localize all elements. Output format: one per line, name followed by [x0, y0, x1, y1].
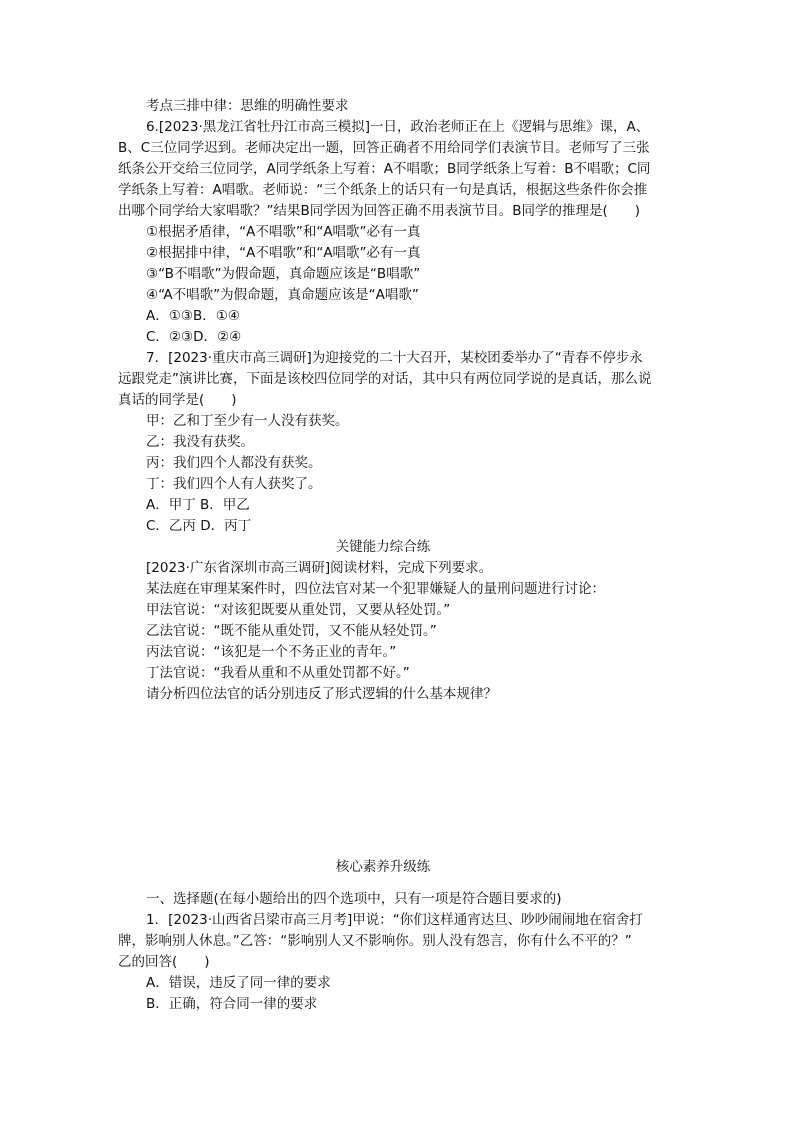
question-1-line: 牌，影响别人休息。”乙答：“影响别人又不影响你。别人没有怨言，你有什么不平的？”: [118, 933, 632, 949]
question-6-line: B、C三位同学迟到。老师决定出一题，回答正确者不用给同学们表演节目。老师写了三张: [118, 140, 650, 156]
material-line: 某法庭在审理某案件时，四位法官对某一个犯罪嫌疑人的量刑问题进行讨论：: [146, 581, 605, 597]
question-1-line: 1．[2023·山西省吕梁市高三月考]甲说：“你们这样通宵达旦、吵吵闹闹地在宿舍打: [146, 912, 643, 928]
question-7-dialogue: 丁：我们四个人有人获奖了。: [146, 476, 322, 492]
answer-space: [146, 705, 676, 857]
question-6-choice-row: C．②③D．②④: [146, 329, 242, 345]
material-line: 丁法官说：“我看从重和不从重处罚都不好。”: [146, 665, 410, 681]
question-6-option: ①根据矛盾律，“A不唱歌”和“A唱歌”必有一真: [146, 224, 421, 240]
question-7-dialogue: 乙：我没有获奖。: [146, 434, 254, 450]
question-6-line: 6.[2023·黑龙江省牡丹江市高三模拟]一日，政治老师正在上《逻辑与思维》课，A、: [146, 119, 650, 135]
question-6-line: 出哪个同学给大家唱歌？”结果B同学因为回答正确不用表演节目。B同学的推理是( ): [118, 203, 641, 219]
question-1-choice: A．错误，违反了同一律的要求: [146, 975, 331, 991]
question-7-choice-row: C．乙丙 D．丙丁: [146, 518, 252, 534]
question-1: [118, 910, 676, 1015]
material-line: 丙法官说：“该犯是一个不务正业的青年。”: [146, 644, 397, 660]
question-6-option: ②根据排中律，“A不唱歌”和“A唱歌”必有一真: [146, 245, 421, 261]
question-6-line: 纸条公开交给三位同学，A同学纸条上写着：A不唱歌；B同学纸条上写着：B不唱歌；C同: [118, 161, 651, 177]
question-6-line: 学纸条上写着：A唱歌。老师说：“三个纸条上的话只有一句是真话，根据这些条件你会推: [118, 182, 648, 198]
question-6: [118, 117, 676, 348]
question-1-choice: B．正确，符合同一律的要求: [146, 996, 318, 1012]
material-question-prompt: 请分析四位法官的话分别违反了形式逻辑的什么基本规律？: [146, 686, 497, 702]
question-6-option: ④“A不唱歌”为假命题，真命题应该是“A唱歌”: [146, 287, 419, 303]
question-6-option: ③“B不唱歌”为假命题，真命题应该是“B唱歌”: [146, 266, 421, 282]
question-6-choice-row: A．①③B．①④: [146, 308, 240, 324]
section-heading-law-of-excluded-middle: 考点三排中律：思维的明确性要求: [146, 98, 349, 114]
question-7-line: 7．[2023·重庆市高三调研]为迎接党的二十大召开，某校团委举办了“青春不停步永: [146, 350, 643, 366]
question-1-line: 乙的回答( ): [118, 954, 210, 970]
question-7-line: 远跟党走”演讲比赛，下面是该校四位同学的对话，其中只有两位同学说的是真话，那么说: [118, 371, 652, 387]
question-7-choice-row: A．甲丁 B．甲乙: [146, 497, 250, 513]
section-heading-key-ability: 关键能力综合练: [335, 539, 431, 555]
material-line: 甲法官说：“对该犯既要从重处罚，又要从轻处罚。”: [146, 602, 451, 618]
question-7-dialogue: 丙：我们四个人都没有获奖。: [146, 455, 322, 471]
material-line: [2023·广东省深圳市高三调研]阅读材料，完成下列要求。: [146, 560, 493, 576]
material-line: 乙法官说：“既不能从重处罚，又不能从轻处罚。”: [146, 623, 437, 639]
question-7: [118, 348, 676, 537]
material-question: [146, 558, 676, 705]
question-7-line: 真话的同学是( ): [118, 392, 237, 408]
question-7-dialogue: 甲：乙和丁至少有一人没有获奖。: [146, 413, 349, 429]
document-content: [118, 96, 676, 1015]
spacer: [146, 878, 676, 889]
section-heading-core-literacy: 核心素养升级练: [335, 859, 431, 875]
choice-section-instructions: 一、选择题(在每小题给出的四个选项中，只有一项是符合题目要求的): [146, 891, 562, 907]
